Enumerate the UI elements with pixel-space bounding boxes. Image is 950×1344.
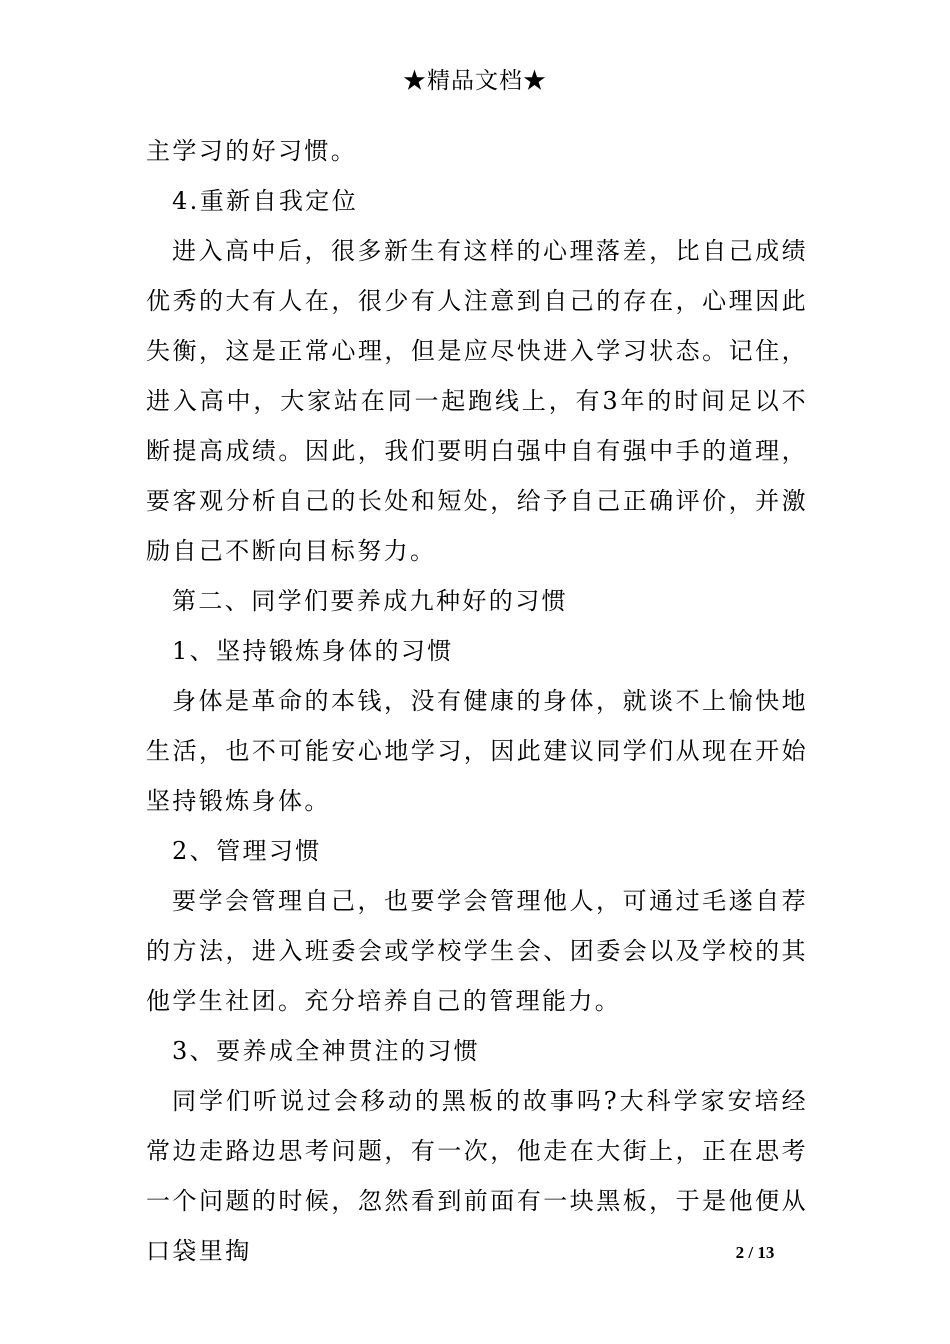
paragraph: 进入高中后，很多新生有这样的心理落差，比自己成绩优秀的大有人在，很少有人注意到自己的存在，心理因此失衡，这是正常心理，但是应尽快进入学习状态。记住，进入高中，大家站在同一起跑线上，有3年的时间足以不断提高成绩。因此，我们要明白强中自有强中手的道理，要客观分析自己的长处和短处，给予自己正确评价，并激励自己不断向目标努力。	[146, 237, 808, 565]
section-heading: 1、坚持锻炼身体的习惯	[172, 637, 454, 665]
section-heading: 2、管理习惯	[172, 837, 322, 865]
page-header-title: ★精品文档★	[403, 68, 547, 94]
paragraph: 同学们听说过会移动的黑板的故事吗?大科学家安培经常边走路边思考问题，有一次，他走在大街上，正在思考一个问题的时候，忽然看到前面有一块黑板，于是他便从口袋里掏	[146, 1087, 808, 1265]
section-heading: 3、要养成全神贯注的习惯	[172, 1037, 481, 1065]
paragraph: 身体是革命的本钱，没有健康的身体，就谈不上愉快地生活，也不可能安心地学习，因此建议同学们从现在开始坚持锻炼身体。	[146, 687, 808, 815]
paragraph: 主学习的好习惯。	[146, 137, 358, 165]
document-body	[146, 126, 808, 1276]
section-heading: 第二、同学们要养成九种好的习惯	[172, 587, 568, 615]
page-number: 2 / 13	[735, 1243, 775, 1262]
paragraph: 要学会管理自己，也要学会管理他人，可通过毛遂自荐的方法，进入班委会或学校学生会、团委会以及学校的其他学生社团。充分培养自己的管理能力。	[146, 887, 808, 1015]
section-heading: 4.重新自我定位	[172, 187, 359, 215]
